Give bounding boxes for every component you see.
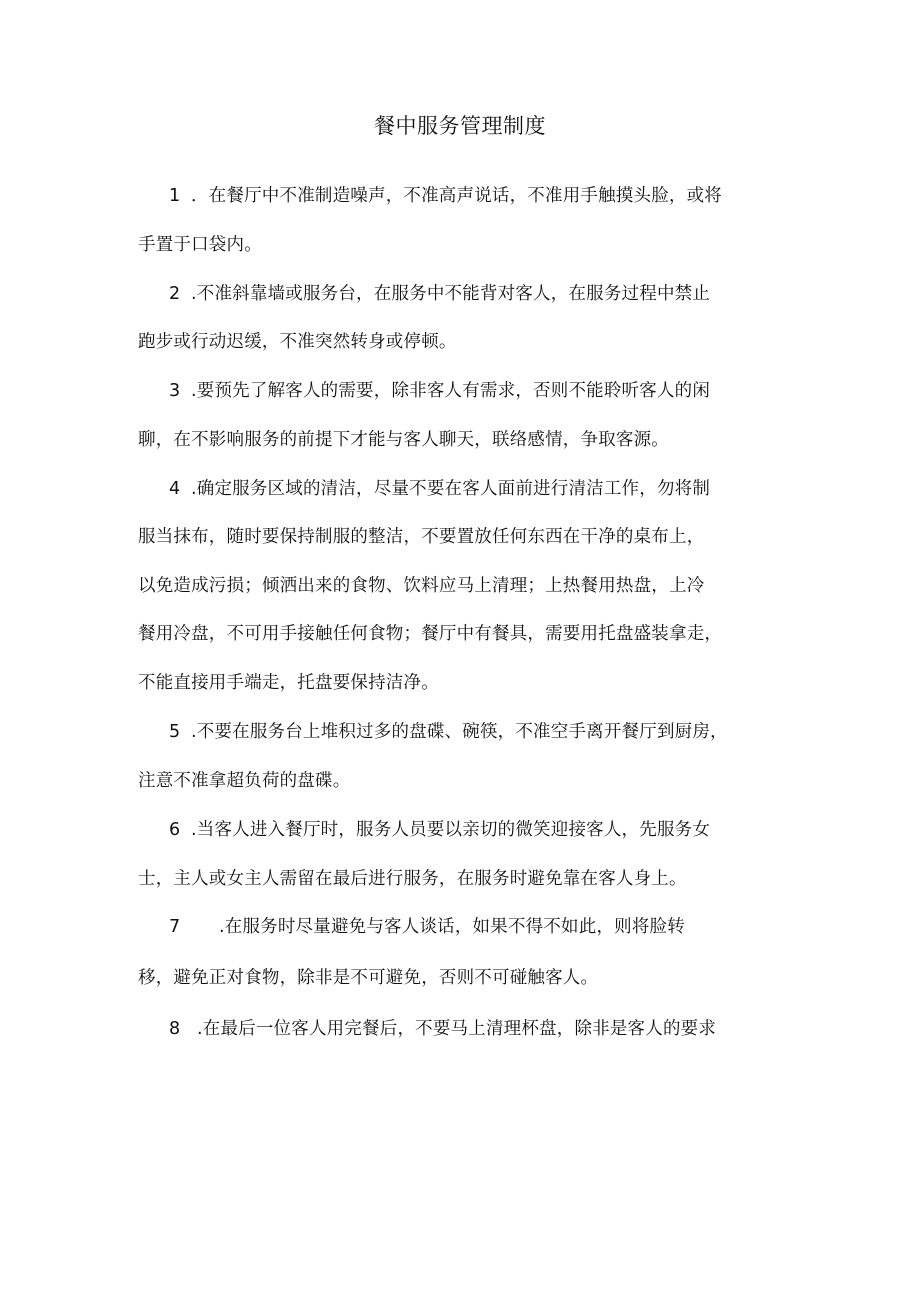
item-7-text: .在服务时尽量避免与客人谈话，如果不得不如此，则将脸转: [219, 917, 685, 937]
item-6-number: 6: [169, 820, 181, 840]
item-1-first-line: [169, 184, 722, 208]
item-4-text: .确定服务区域的清洁，尽量不要在客人面前进行清洁工作，勿将制: [191, 479, 711, 499]
item-3-continuation-1: 聊，在不影响服务的前提下才能与客人聊天，联络感情，争取客源。: [138, 430, 669, 450]
item-7-first-line: [169, 915, 685, 939]
item-8-first-line: [169, 1017, 716, 1041]
item-5-first-line: [169, 720, 728, 744]
item-4-continuation-3: 餐用冷盘，不可用手接触任何食物；餐厅中有餐具，需要用托盘盛装拿走，: [138, 624, 723, 644]
document-title: 餐中服务管理制度: [374, 114, 546, 138]
item-8-number: 8: [169, 1019, 181, 1039]
item-6-text: .当客人进入餐厅时，服务人员要以亲切的微笑迎接客人，先服务女: [191, 820, 711, 840]
item-4-continuation-2: 以免造成污损；倾洒出来的食物、饮料应马上清理；上热餐用热盘，上冷: [138, 576, 705, 596]
item-5-text: .不要在服务台上堆积过多的盘碟、碗筷，不准空手离开餐厅到厨房，: [191, 722, 728, 742]
item-5-number: 5: [169, 722, 181, 742]
item-3-number: 3: [169, 381, 181, 401]
item-4-continuation-4: 不能直接用手端走，托盘要保持洁净。: [138, 673, 439, 693]
item-4-number: 4: [169, 479, 181, 499]
item-2-first-line: [169, 282, 710, 306]
item-4-first-line: [169, 477, 710, 501]
item-2-text: .不准斜靠墙或服务台，在服务中不能背对客人，在服务过程中禁止: [191, 284, 711, 304]
item-2-number: 2: [169, 284, 181, 304]
item-6-continuation-1: 士，主人或女主人需留在最后进行服务，在服务时避免靠在客人身上。: [138, 869, 687, 889]
item-1-continuation-1: 手置于口袋内。: [138, 235, 262, 255]
item-7-continuation-1: 移，避免正对食物，除非是不可避免，否则不可碰触客人。: [138, 968, 599, 988]
item-2-continuation-1: 跑步或行动迟缓，不准突然转身或停顿。: [138, 332, 457, 352]
item-3-first-line: [169, 379, 710, 403]
item-4-continuation-1: 服当抹布，随时要保持制服的整洁，不要置放任何东西在干净的桌布上，: [138, 527, 705, 547]
item-1-text: ．在餐厅中不准制造噪声，不准高声说话，不准用手触摸头脸，或将: [191, 186, 722, 206]
item-1-number: 1: [169, 186, 181, 206]
item-8-text: .在最后一位客人用完餐后，不要马上清理杯盘，除非是客人的要求: [197, 1019, 717, 1039]
item-3-text: .要预先了解客人的需要，除非客人有需求，否则不能聆听客人的闲: [191, 381, 711, 401]
item-7-number: 7: [169, 917, 181, 937]
item-5-continuation-1: 注意不准拿超负荷的盘碟。: [138, 771, 351, 791]
item-6-first-line: [169, 818, 710, 842]
